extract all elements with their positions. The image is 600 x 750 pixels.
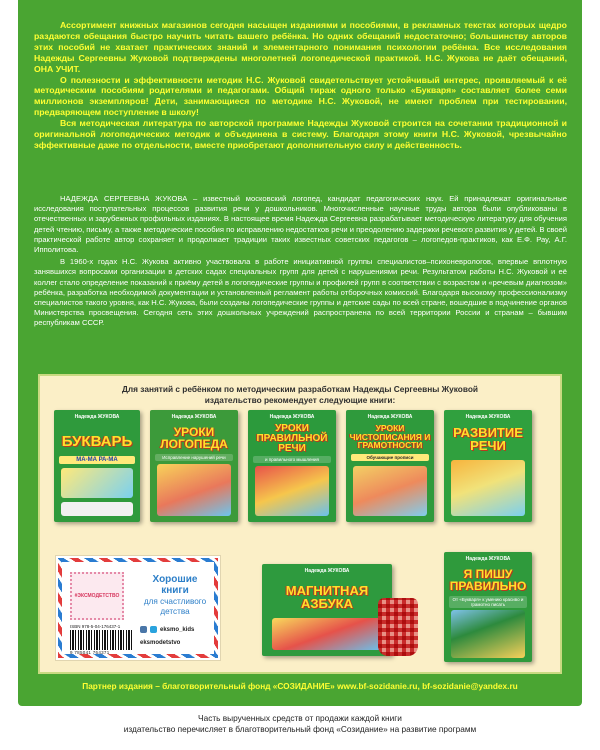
book-title: РАЗВИТИЕ РЕЧИ [453,425,523,453]
book-author: Надежда ЖУКОВА [74,414,120,420]
intro-paragraph: Ассортимент книжных магазинов сегодня насыщен изданиями и пособиями, в рекламных текстах которых щедро раздаются обещания быстро научить читать вашего ребёнка. Но одних обещаний недостаточно; большинству авторов этих пособий не хватает практических знаний и элементарного понимания психологии ребёнка. Все исследования Надежды Сергеевны Жуковой подтверждены многолетней логопедической практикой. Н.С. Жукова не даёт обещаний, ОНА УЧИТ. [34,20,567,74]
book-author: Надежда ЖУКОВА [171,414,217,420]
gift-card-subtitle [134,597,216,616]
social-handle-detstvo[interactable] [140,640,180,646]
book-author: Надежда ЖУКОВА [465,556,511,562]
partner-line: Партнер издания – благотворительный фонд «СОЗИДАНИЕ» www.bf-sozidanie.ru, bf-sozidanie@yandex.ru [82,681,518,691]
book-title: Я ПИШУ ПРАВИЛЬНО [449,567,527,593]
book-illustration [353,466,427,516]
book-cover-magnitnaya-azbuka[interactable] [262,564,392,656]
book-subtitle: От «Букваря» к умению красиво и грамотно писать [449,596,526,608]
gingham-bag [378,598,418,656]
social-handle-kids[interactable] [140,626,194,633]
book-subtitle: Исправление нарушений речи [155,454,232,461]
book-subtitle: МА-МА РА-МА [59,456,135,464]
social-handle-text: eksmodetstvo [140,640,181,646]
bio-paragraph: НАДЕЖДА СЕРГЕЕВНА ЖУКОВА – известный московский логопед, кандидат педагогических наук. Ей принадлежат оригинальные исследования поступательных процессов развития речи у дошкольников. Многочисленные научные труды автора были опубликованы в отечественных и зарубежных профильных изданиях. В настоящее время Надежда Сергеевна разрабатывает методическую литературу для обучения детей чтению, письму, а также методические пособия по исправлению недостатков речи и преодолению задержки речевого развития у детей. В своей практической работе автор сохраняет и продолжает традиции таких известных советских педагогов – логопедов-практиков, как Е.Ф. Рау, А.Г. Ипполитова. [34,194,568,255]
book-illustration [255,466,329,516]
book-title: УРОКИ ЧИСТОПИСАНИЯ И ГРАМОТНОСТИ [349,423,431,450]
gift-card-title [134,574,216,596]
book-illustration [61,468,133,498]
book-subtitle: Обучающие прописи [351,454,428,461]
book-title: БУКВАРЬ [61,433,133,450]
book-title: УРОКИ ЛОГОПЕДА [160,425,228,451]
book-cover-uroki-logopeda[interactable] [150,410,238,522]
stamp-label: #ЭКСМОДЕТСТВО [74,593,120,599]
book-title: МАГНИТНАЯ АЗБУКА [285,583,369,611]
vk-icon [140,626,147,633]
book-cover-ya-pishu-pravilno[interactable] [444,552,532,662]
book-footer-strip [61,502,133,516]
gift-subtitle-line: детства [160,606,190,616]
book-title: УРОКИ ПРАВИЛЬНОЙ РЕЧИ [256,423,328,454]
barcode [70,630,132,650]
book-author: Надежда ЖУКОВА [269,414,315,420]
barcode-number: 9 785041 764371 [70,650,110,655]
isbn-label: ISBN 978-5-04-176437-1 [70,624,121,629]
book-subtitle: и правильного мышления [253,456,330,463]
intro-text [34,20,567,151]
heading-line: издательство рекомендует следующие книги: [204,394,396,405]
footer-note [0,713,600,735]
gift-subtitle-line: для счастливого [143,597,207,606]
book-illustration [272,618,381,650]
book-cover-razvitie-rechi[interactable] [444,410,532,522]
gift-title-line: Хорошие [152,574,198,585]
footer-line: Часть вырученных средств от продажи каждой книги [198,713,402,723]
recommended-books-heading [40,384,560,405]
telegram-icon [150,626,157,633]
social-handle-text: eksmo_kids [160,626,195,633]
author-bio [34,194,567,329]
intro-paragraph: Вся методическая литература по авторской программе Надежды Жуковой строится на сочетании традиционной и оригинальной логопедических методик и объединена в систему. Благодаря этому книги Н.С. Жуковой, чрезвычайно эффективные даже по отдельности, вместе приобретают дополнительную силу и действенность. [34,118,567,150]
book-author: Надежда ЖУКОВА [367,414,413,420]
gift-card [56,556,220,660]
book-author: Надежда ЖУКОВА [465,414,511,420]
book-illustration [451,460,525,516]
bio-paragraph: В 1960-х годах Н.С. Жукова активно участвовала в работе инициативной группы специалистов–психоневрологов, впервые вплотную занявшихся вопросами организации в детских садах специальных групп для детей с нарушениями речи. Результатом работы Н.С. Жуковой и её коллег стало определение показаний к приёму детей в логопедические группы и профилей групп в соответствии с возрастом и «речевым диагнозом» ребёнка, разработка необходимой документации и установленный регламент работы отборочных комиссий. Благодаря высокому профессионализму специалистов такого уровня, как Н.С. Жукова, были созданы логопедические группы и детские сады по всей стране, вошедшие в подчинение органов Министерства просвещения. Сегодня сеть этих дошкольных учреждений распространена по всей территории России и странам – бывшим республикам СССР. [34,257,567,328]
gift-title-line: книги [161,585,189,596]
book-illustration [451,610,525,658]
book-author: Надежда ЖУКОВА [304,568,350,574]
book-cover-uroki-pravilnoy-rechi[interactable] [248,410,336,522]
intro-paragraph: О полезности и эффективности методик Н.С. Жуковой свидетельствует устойчивый интерес, проявляемый к её методическим пособиям родителями и педагогами. Общий тираж одного только «Букваря» составляет более семи миллионов экземпляров! Дети, занимающиеся по методике Н.С. Жуковой, не имеют проблем при тестировании, предваряющем поступление в школу! [34,74,567,118]
heading-line: Для занятий с ребёнком по методическим разработкам Надежды Сергеевны Жуковой [121,384,479,394]
postage-stamp [70,572,124,620]
book-cover-bukvar[interactable] [54,410,140,522]
book-cover-uroki-chistopisaniya[interactable] [346,410,434,522]
recommended-books-panel [38,374,562,674]
book-illustration [157,464,231,516]
footer-line: издательство перечисляет в благотворительный фонд «Созидание» на развитие программ [123,724,477,734]
